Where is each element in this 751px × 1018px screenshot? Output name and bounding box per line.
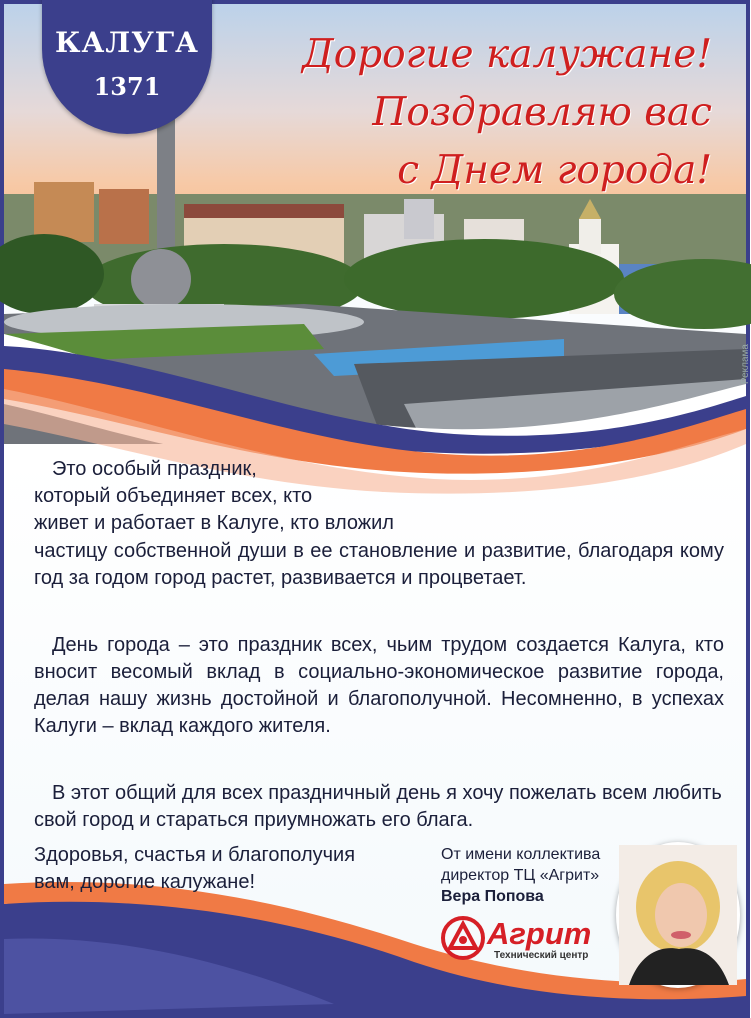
logo-name: Агрит bbox=[487, 916, 592, 951]
paragraph-3-start: В этот общий для всех праздничный день я хочу пожелать всем любить свой город и стараться приумножать его блага. bbox=[34, 782, 722, 831]
ad-label: Реклама bbox=[740, 344, 751, 385]
paragraph-1-rest: частицу собственной души в ее становление и развитие, благодаря кому год за годом город растет, развивается и процветает. bbox=[34, 540, 724, 589]
signature-line-2: директор ТЦ «Агрит» bbox=[441, 867, 600, 884]
headline bbox=[212, 26, 712, 200]
poster-inner bbox=[4, 4, 751, 1014]
text-line: Это особый праздник, bbox=[52, 458, 257, 480]
headline-line-1: Дорогие калужане! bbox=[302, 32, 712, 77]
agrit-logo-icon bbox=[441, 916, 485, 960]
signature bbox=[441, 844, 600, 907]
logo-subtitle: Технический центр bbox=[494, 950, 589, 961]
signature-name: Вера Попова bbox=[441, 888, 544, 905]
director-portrait bbox=[616, 842, 740, 988]
badge-year: 1371 bbox=[93, 72, 161, 101]
text-line: вам, дорогие калужане! bbox=[34, 871, 256, 893]
headline-line-2: Поздравляю вас bbox=[372, 90, 712, 135]
text-line: Здоровья, счастья и благополучия bbox=[34, 844, 356, 866]
text-line: который объединяет всех, кто bbox=[34, 485, 313, 507]
signature-line-1: От имени коллектива bbox=[441, 846, 601, 863]
badge-title: КАЛУГА bbox=[55, 26, 199, 59]
paragraph-2: День города – это праздник всех, чьим трудом создается Калуга, кто вносит весомый вклад в социально-экономическое развитие города, делая нашу жизнь достойной и благополучной. Несомненно, в успехах Калуги – вклад каждого жителя. bbox=[34, 634, 724, 737]
paragraph-1-start bbox=[34, 456, 724, 537]
text-line: живет и работает в Калуге, кто вложил bbox=[34, 512, 394, 534]
paragraph-3-end bbox=[34, 842, 434, 896]
headline-line-3: с Днем города! bbox=[397, 148, 712, 193]
agrit-logo bbox=[441, 914, 616, 964]
portrait-image bbox=[619, 845, 737, 985]
